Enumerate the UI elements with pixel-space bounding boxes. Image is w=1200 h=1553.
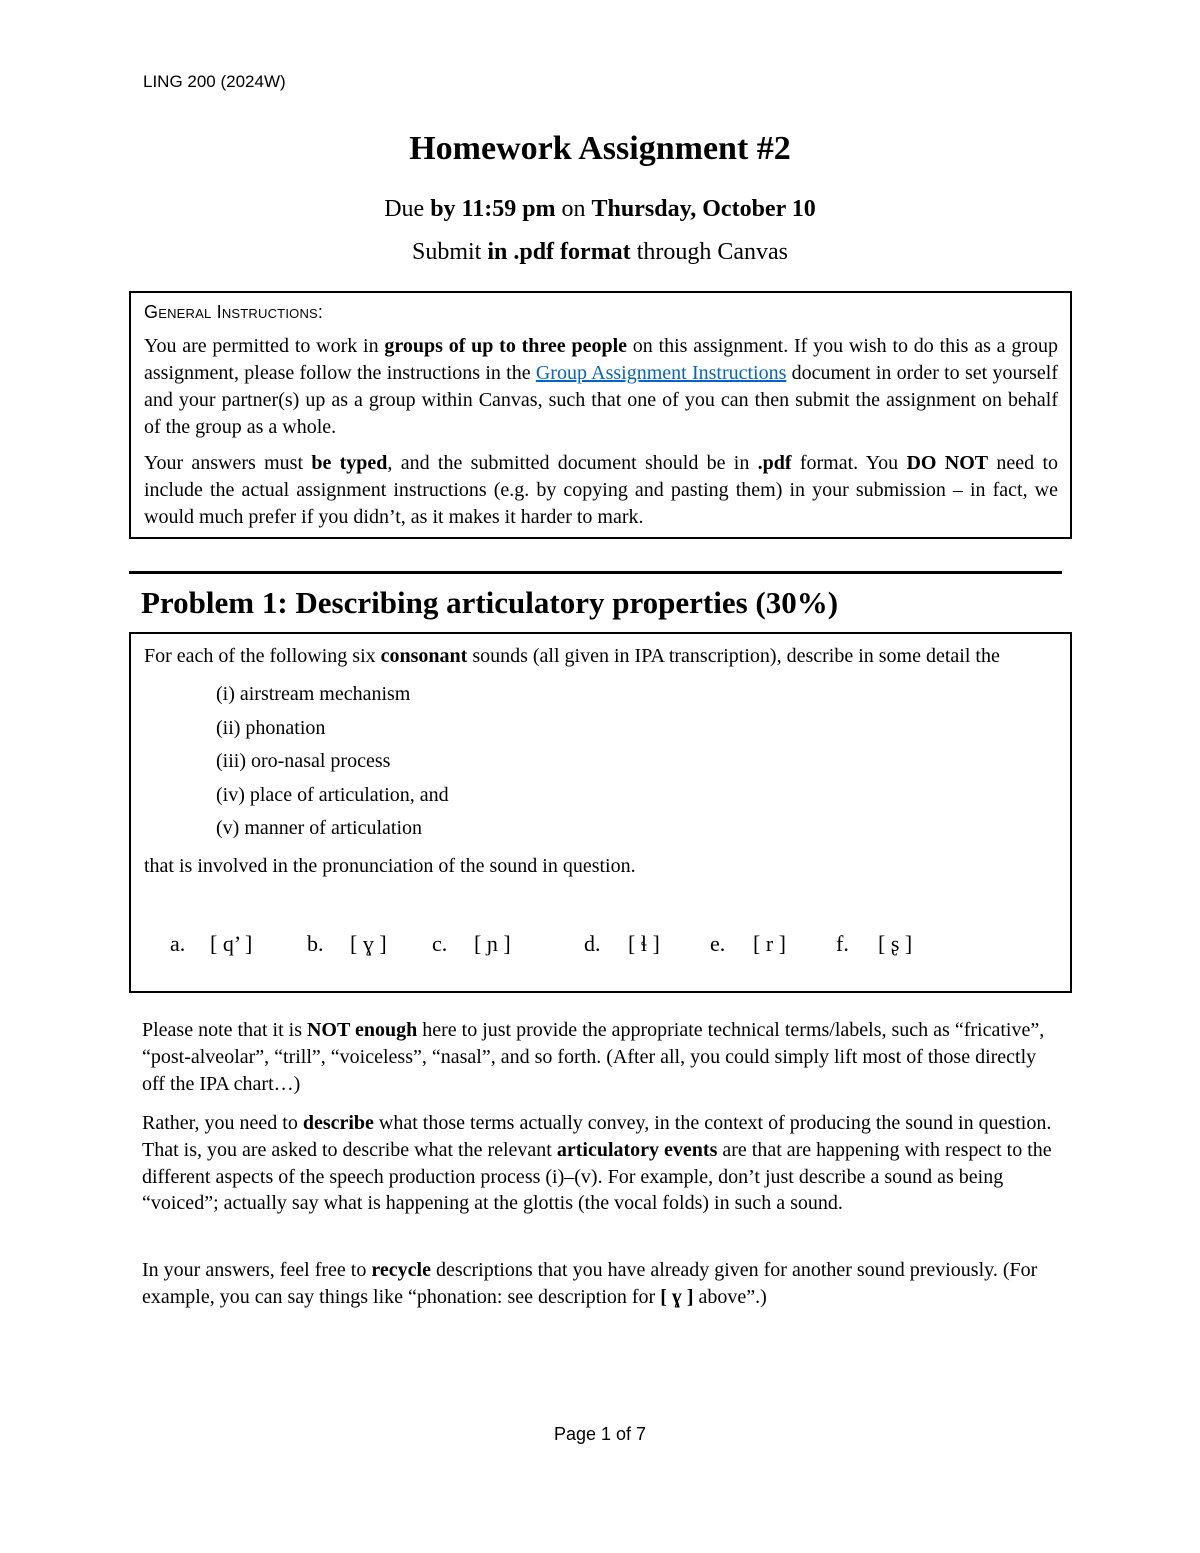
list-item: (v) manner of articulation xyxy=(216,817,423,839)
note-paragraph-2: Rather, you need to describe what those terms actually convey, in the context of producing the sound in question. That is, you are asked to describe what the relevant articulatory events are that are happening with respect to the different aspects of the speech production process (i)–(v). For example, don’t just describe a sound as being “voiced”; actually say what is happening at the glottis (the vocal folds) in such a sound. xyxy=(142,1112,1052,1215)
sound-a-ipa: [ q’ ] xyxy=(210,931,253,956)
general-instructions-paragraph-1: You are permitted to work in groups of up to three people on this assignment. If you wish to do this as a group assignment, please follow the instructions in the Group Assignment Instructions document in order to set yourself and your partner(s) up as a group within Canvas, such that one of you can then submit the assignment on behalf of the group as a whole. xyxy=(144,335,1058,438)
sound-b-label: b. xyxy=(307,931,324,956)
note-paragraph-3: In your answers, feel free to recycle descriptions that you have already given for another sound previously. (For example, you can say things like “phonation: see description for [ ɣ ] above”.) xyxy=(142,1259,1038,1308)
note-paragraph-1: Please note that it is NOT enough here to just provide the appropriate technical terms/labels, such as “fricative”, “post-alveolar”, “trill”, “voiceless”, “nasal”, and so forth. (After all, you could simply lift most of those directly off the IPA chart…) xyxy=(142,1019,1045,1095)
problem-1-after-list: that is involved in the pronunciation of the sound in question. xyxy=(144,854,636,877)
sound-c-label: c. xyxy=(432,931,448,956)
sound-e-ipa: [ r ] xyxy=(753,931,786,956)
list-item: (iv) place of articulation, and xyxy=(216,783,449,806)
problem-1-intro: For each of the following six consonant sounds (all given in IPA transcription), describe in some detail the xyxy=(144,645,1000,667)
sound-c-ipa: [ ɲ ] xyxy=(474,931,511,956)
sound-d-ipa: [ ɬ ] xyxy=(628,931,660,956)
due-date-line: Due by 11:59 pm on Thursday, October 10 xyxy=(384,196,816,222)
submit-instructions-line: Submit in .pdf format through Canvas xyxy=(411,239,788,265)
sound-f-ipa: [ ʂ ] xyxy=(878,931,913,956)
group-assignment-instructions-link[interactable]: Group Assignment Instructions xyxy=(535,362,787,384)
property-list xyxy=(216,678,1058,846)
list-item: (iii) oro-nasal process xyxy=(216,750,391,772)
course-code: LING 200 (2024W) xyxy=(143,72,286,91)
sound-b-ipa: [ ɣ ] xyxy=(350,931,387,956)
sound-a-label: a. xyxy=(170,931,186,956)
problem-1-box xyxy=(129,632,1072,993)
list-item: (ii) phonation xyxy=(216,716,326,739)
general-instructions-box xyxy=(129,291,1072,539)
list-item: (i) airstream mechanism xyxy=(216,683,411,705)
page-number: Page 1 of 7 xyxy=(553,1424,647,1444)
sound-f-label: f. xyxy=(836,931,849,956)
page-title: Homework Assignment #2 xyxy=(409,130,791,167)
general-instructions-heading: General Instructions: xyxy=(144,302,324,322)
general-instructions-paragraph-2: Your answers must be typed, and the submitted document should be in .pdf format. You DO NOT need to include the actual assignment instructions (e.g. by copying and pasting them) in your submission – in fact, we would much prefer if you didn’t, as it makes it harder to mark. xyxy=(144,452,1059,528)
problem-1-title: Problem 1: Describing articulatory properties (30%) xyxy=(141,585,839,620)
sound-e-label: e. xyxy=(710,931,726,956)
sound-d-label: d. xyxy=(584,931,601,956)
section-divider xyxy=(129,571,1062,574)
